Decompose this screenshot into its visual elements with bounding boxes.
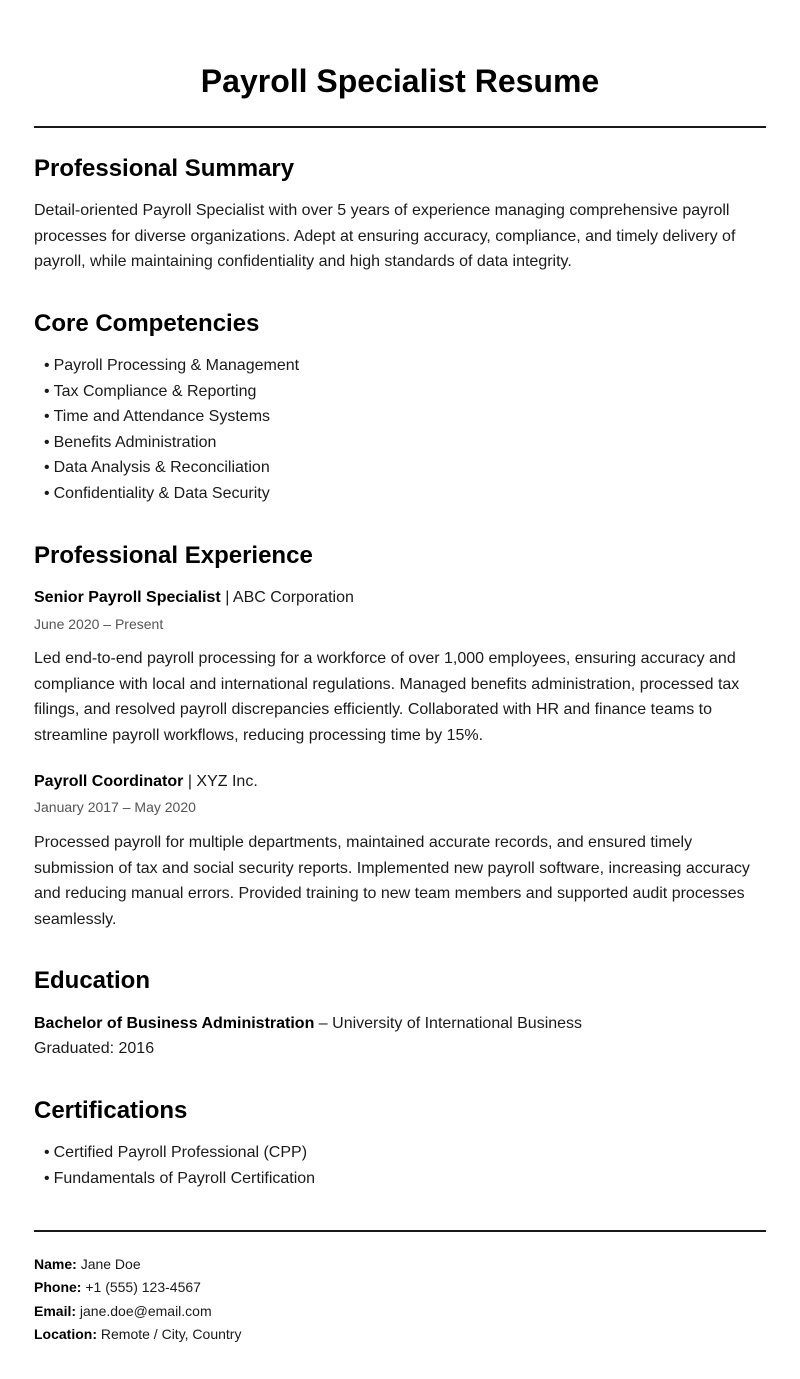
list-item: • Certified Payroll Professional (CPP) <box>44 1144 308 1161</box>
job-description: Led end-to-end payroll processing for a workforce of over 1,000 employees, ensuring accuracy and compliance with local and international regulations. Managed benefits administration, processed tax filings, and resolved payroll discrepancies efficiently. Collaborated with HR and finance teams to streamline payroll workflows, reducing processing time by 15%. <box>34 650 740 744</box>
page-title: Payroll Specialist Resume <box>200 63 600 99</box>
job-company: | XYZ Inc. <box>187 773 258 790</box>
job-dates: January 2017 – May 2020 <box>34 799 196 815</box>
contact-block <box>34 1253 241 1347</box>
school: – University of International Business <box>318 1015 583 1032</box>
list-item: • Confidentiality & Data Security <box>44 484 270 502</box>
summary-heading: Professional Summary <box>34 155 295 182</box>
summary-text: Detail-oriented Payroll Specialist with over 5 years of experience managing comprehensive payroll processes for diverse organizations. Adept at ensuring accuracy, compliance, and timely delivery of payroll, while maintaining confidentiality and high standards of data integrity. <box>34 202 736 270</box>
list-item: • Payroll Processing & Management <box>44 357 300 374</box>
title-divider <box>34 126 766 128</box>
contact-name: Name: Jane Doe <box>34 1256 141 1272</box>
certifications-heading: Certifications <box>34 1097 188 1124</box>
job-description: Processed payroll for multiple departments, maintained accurate records, and ensured timely submission of tax and social security reports. Implemented new payroll software, increasing accuracy and reducing manual errors. Provided training to new team members and supported audit processes seamlessly. <box>34 834 750 928</box>
job-header <box>34 772 258 792</box>
experience-heading: Professional Experience <box>34 542 313 569</box>
list-item: • Fundamentals of Payroll Certification <box>44 1169 316 1187</box>
contact-email: Email: jane.doe@email.com <box>34 1302 212 1319</box>
degree: Bachelor of Business Administration <box>34 1015 315 1032</box>
certifications-list <box>44 1140 315 1191</box>
competencies-heading: Core Competencies <box>34 310 260 337</box>
job-header <box>34 588 354 608</box>
list-item: • Time and Attendance Systems <box>44 408 271 426</box>
education-heading: Education <box>34 967 151 994</box>
job-title: Senior Payroll Specialist <box>34 589 221 606</box>
list-item: • Data Analysis & Reconciliation <box>44 459 270 477</box>
contact-phone: Phone: +1 (555) 123-4567 <box>34 1279 201 1296</box>
education-entry <box>34 1011 582 1061</box>
graduation-year: Graduated: 2016 <box>34 1040 155 1057</box>
list-item: • Benefits Administration <box>44 433 217 451</box>
job-title: Payroll Coordinator <box>34 773 184 790</box>
job-company: | ABC Corporation <box>225 589 354 606</box>
contact-location: Location: Remote / City, Country <box>34 1326 242 1343</box>
list-item: • Tax Compliance & Reporting <box>44 382 257 400</box>
job-dates: June 2020 – Present <box>34 616 164 632</box>
competencies-list <box>44 353 299 507</box>
footer-divider <box>34 1230 766 1232</box>
